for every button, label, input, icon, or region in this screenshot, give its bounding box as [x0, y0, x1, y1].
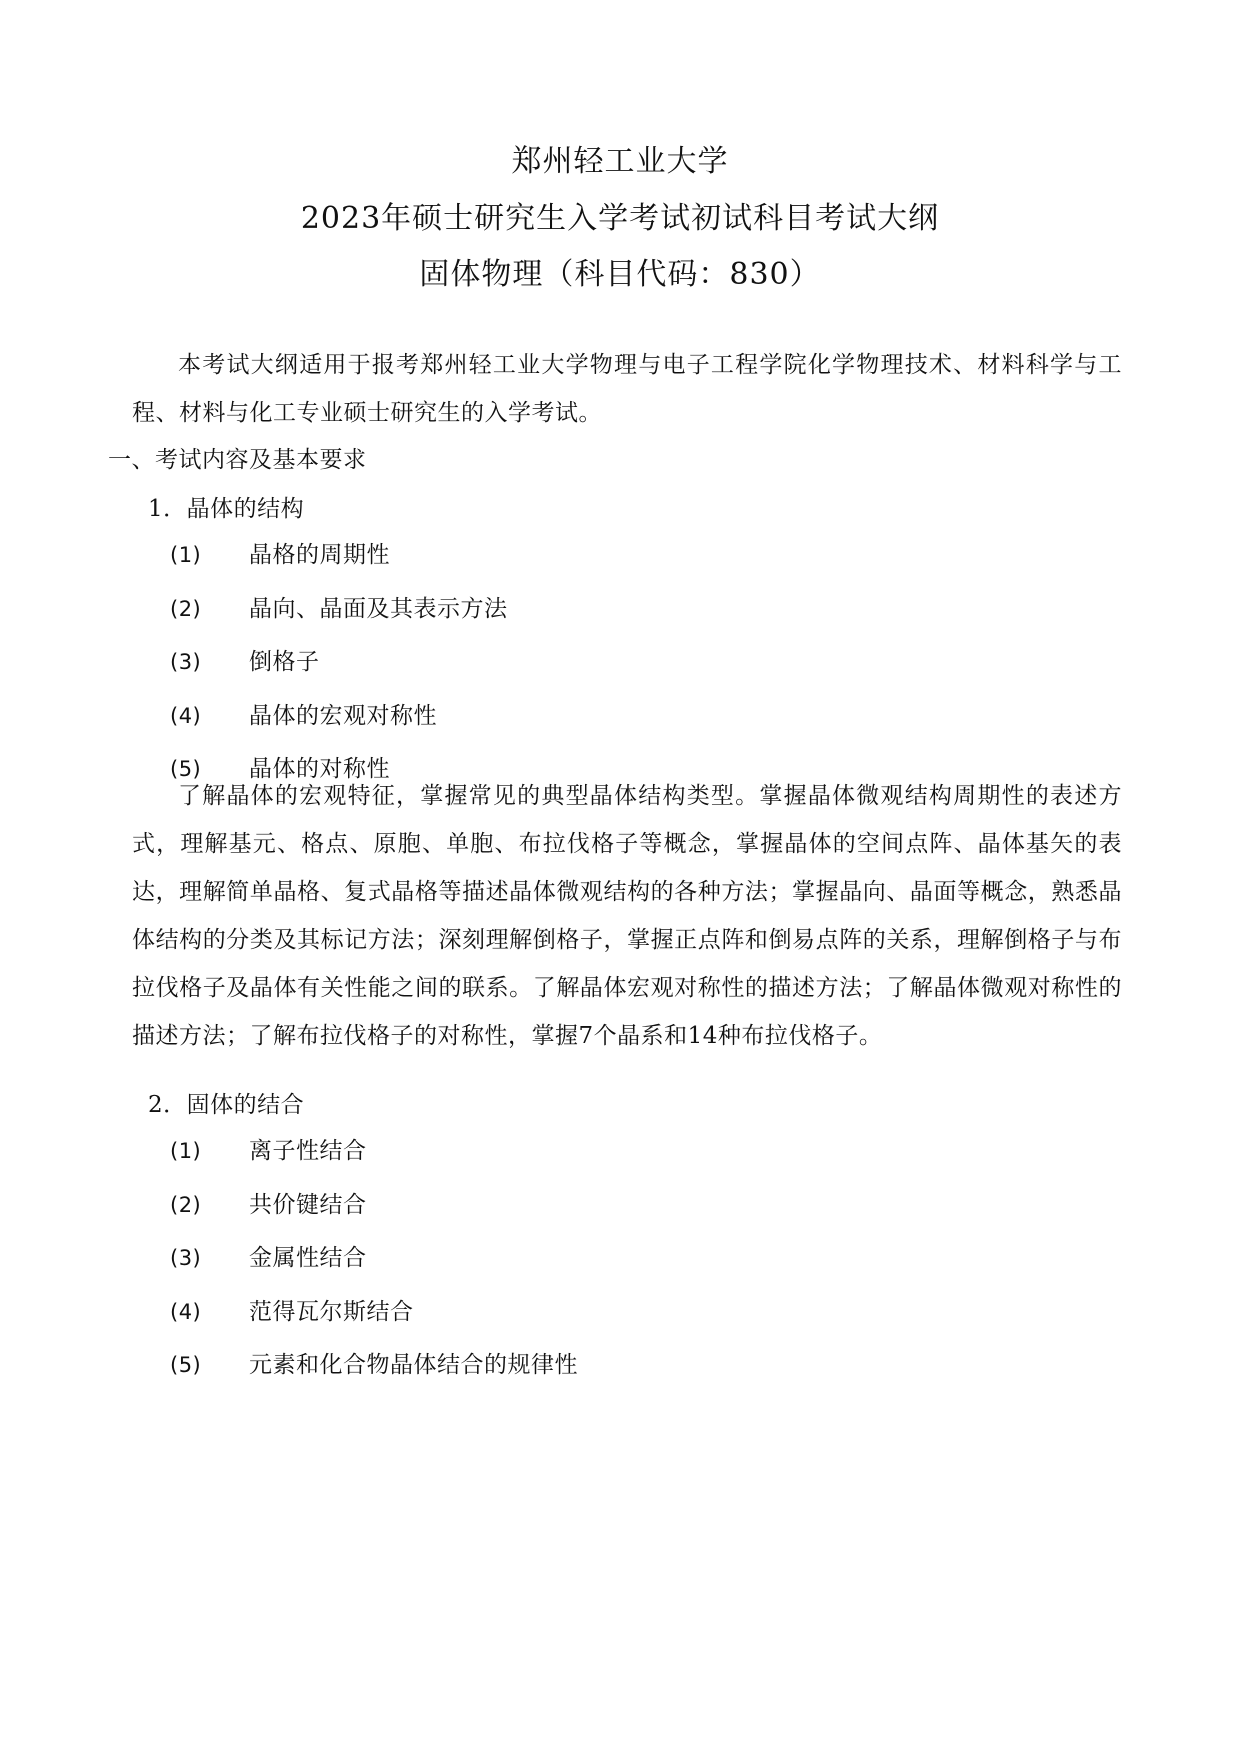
- topic-heading-1: 1．晶体的结构: [148, 496, 305, 522]
- topic-heading-2: 2．固体的结合: [148, 1092, 305, 1118]
- section-heading: 一、考试内容及基本要求: [108, 447, 367, 473]
- item-number: (1): [170, 1139, 202, 1163]
- list-item: [170, 1339, 578, 1393]
- item-number: (4): [170, 1299, 202, 1324]
- university-name: 郑州轻工业大学: [511, 144, 729, 179]
- item-text: 金属性结合: [249, 1245, 367, 1271]
- item-text: 晶体的对称性: [249, 756, 390, 782]
- item-number: (3): [170, 650, 202, 674]
- list-item: [170, 636, 508, 690]
- list-item: [170, 583, 508, 637]
- item-text: 范得瓦尔斯结合: [249, 1298, 414, 1325]
- item-text: 晶格的周期性: [249, 542, 390, 568]
- topic-1-description: 了解晶体的宏观特征，掌握常见的典型晶体结构类型。掌握晶体微观结构周期性的表述方式，理解基元、格点、原胞、单胞、布拉伐格子等概念，掌握晶体的空间点阵、晶体基矢的表达，理解简单晶格、复式晶格等描述晶体微观结构的各种方法；掌握晶向、晶面等概念，熟悉晶体结构的分类及其标记方法；深刻理解倒格子，掌握正点阵和倒易点阵的关系，理解倒格子与布拉伐格子及晶体有关性能之间的联系。了解晶体宏观对称性的描述方法；了解晶体微观对称性的描述方法；了解布拉伐格子的对称性，掌握7个晶系和14种布拉伐格子。: [132, 783, 1122, 1049]
- exam-outline-title: 2023年硕士研究生入学考试初试科目考试大纲: [300, 201, 940, 236]
- item-number: (5): [170, 757, 202, 781]
- item-text: 倒格子: [249, 649, 320, 675]
- item-number: (4): [170, 703, 202, 728]
- list-item: [170, 1179, 578, 1233]
- list-item: [170, 690, 508, 744]
- item-number: (2): [170, 596, 202, 621]
- topic-1-list: [170, 529, 508, 797]
- intro-paragraph: 本考试大纲适用于报考郑州轻工业大学物理与电子工程学院化学物理技术、材料科学与工程、材料与化工专业硕士研究生的入学考试。: [132, 352, 1122, 426]
- list-item: [170, 1232, 578, 1286]
- item-text: 共价键结合: [249, 1191, 367, 1218]
- list-item: [170, 1125, 578, 1179]
- item-text: 离子性结合: [249, 1138, 367, 1164]
- list-item: [170, 529, 508, 583]
- item-number: (3): [170, 1246, 202, 1270]
- item-number: (1): [170, 543, 202, 567]
- list-item: [170, 1286, 578, 1340]
- item-number: (2): [170, 1192, 202, 1217]
- topic-2-list: [170, 1125, 578, 1393]
- item-number: (5): [170, 1353, 202, 1377]
- item-text: 晶向、晶面及其表示方法: [249, 595, 508, 622]
- subject-title: 固体物理（科目代码：830）: [419, 257, 821, 292]
- item-text: 元素和化合物晶体结合的规律性: [249, 1352, 578, 1378]
- item-text: 晶体的宏观对称性: [249, 702, 437, 729]
